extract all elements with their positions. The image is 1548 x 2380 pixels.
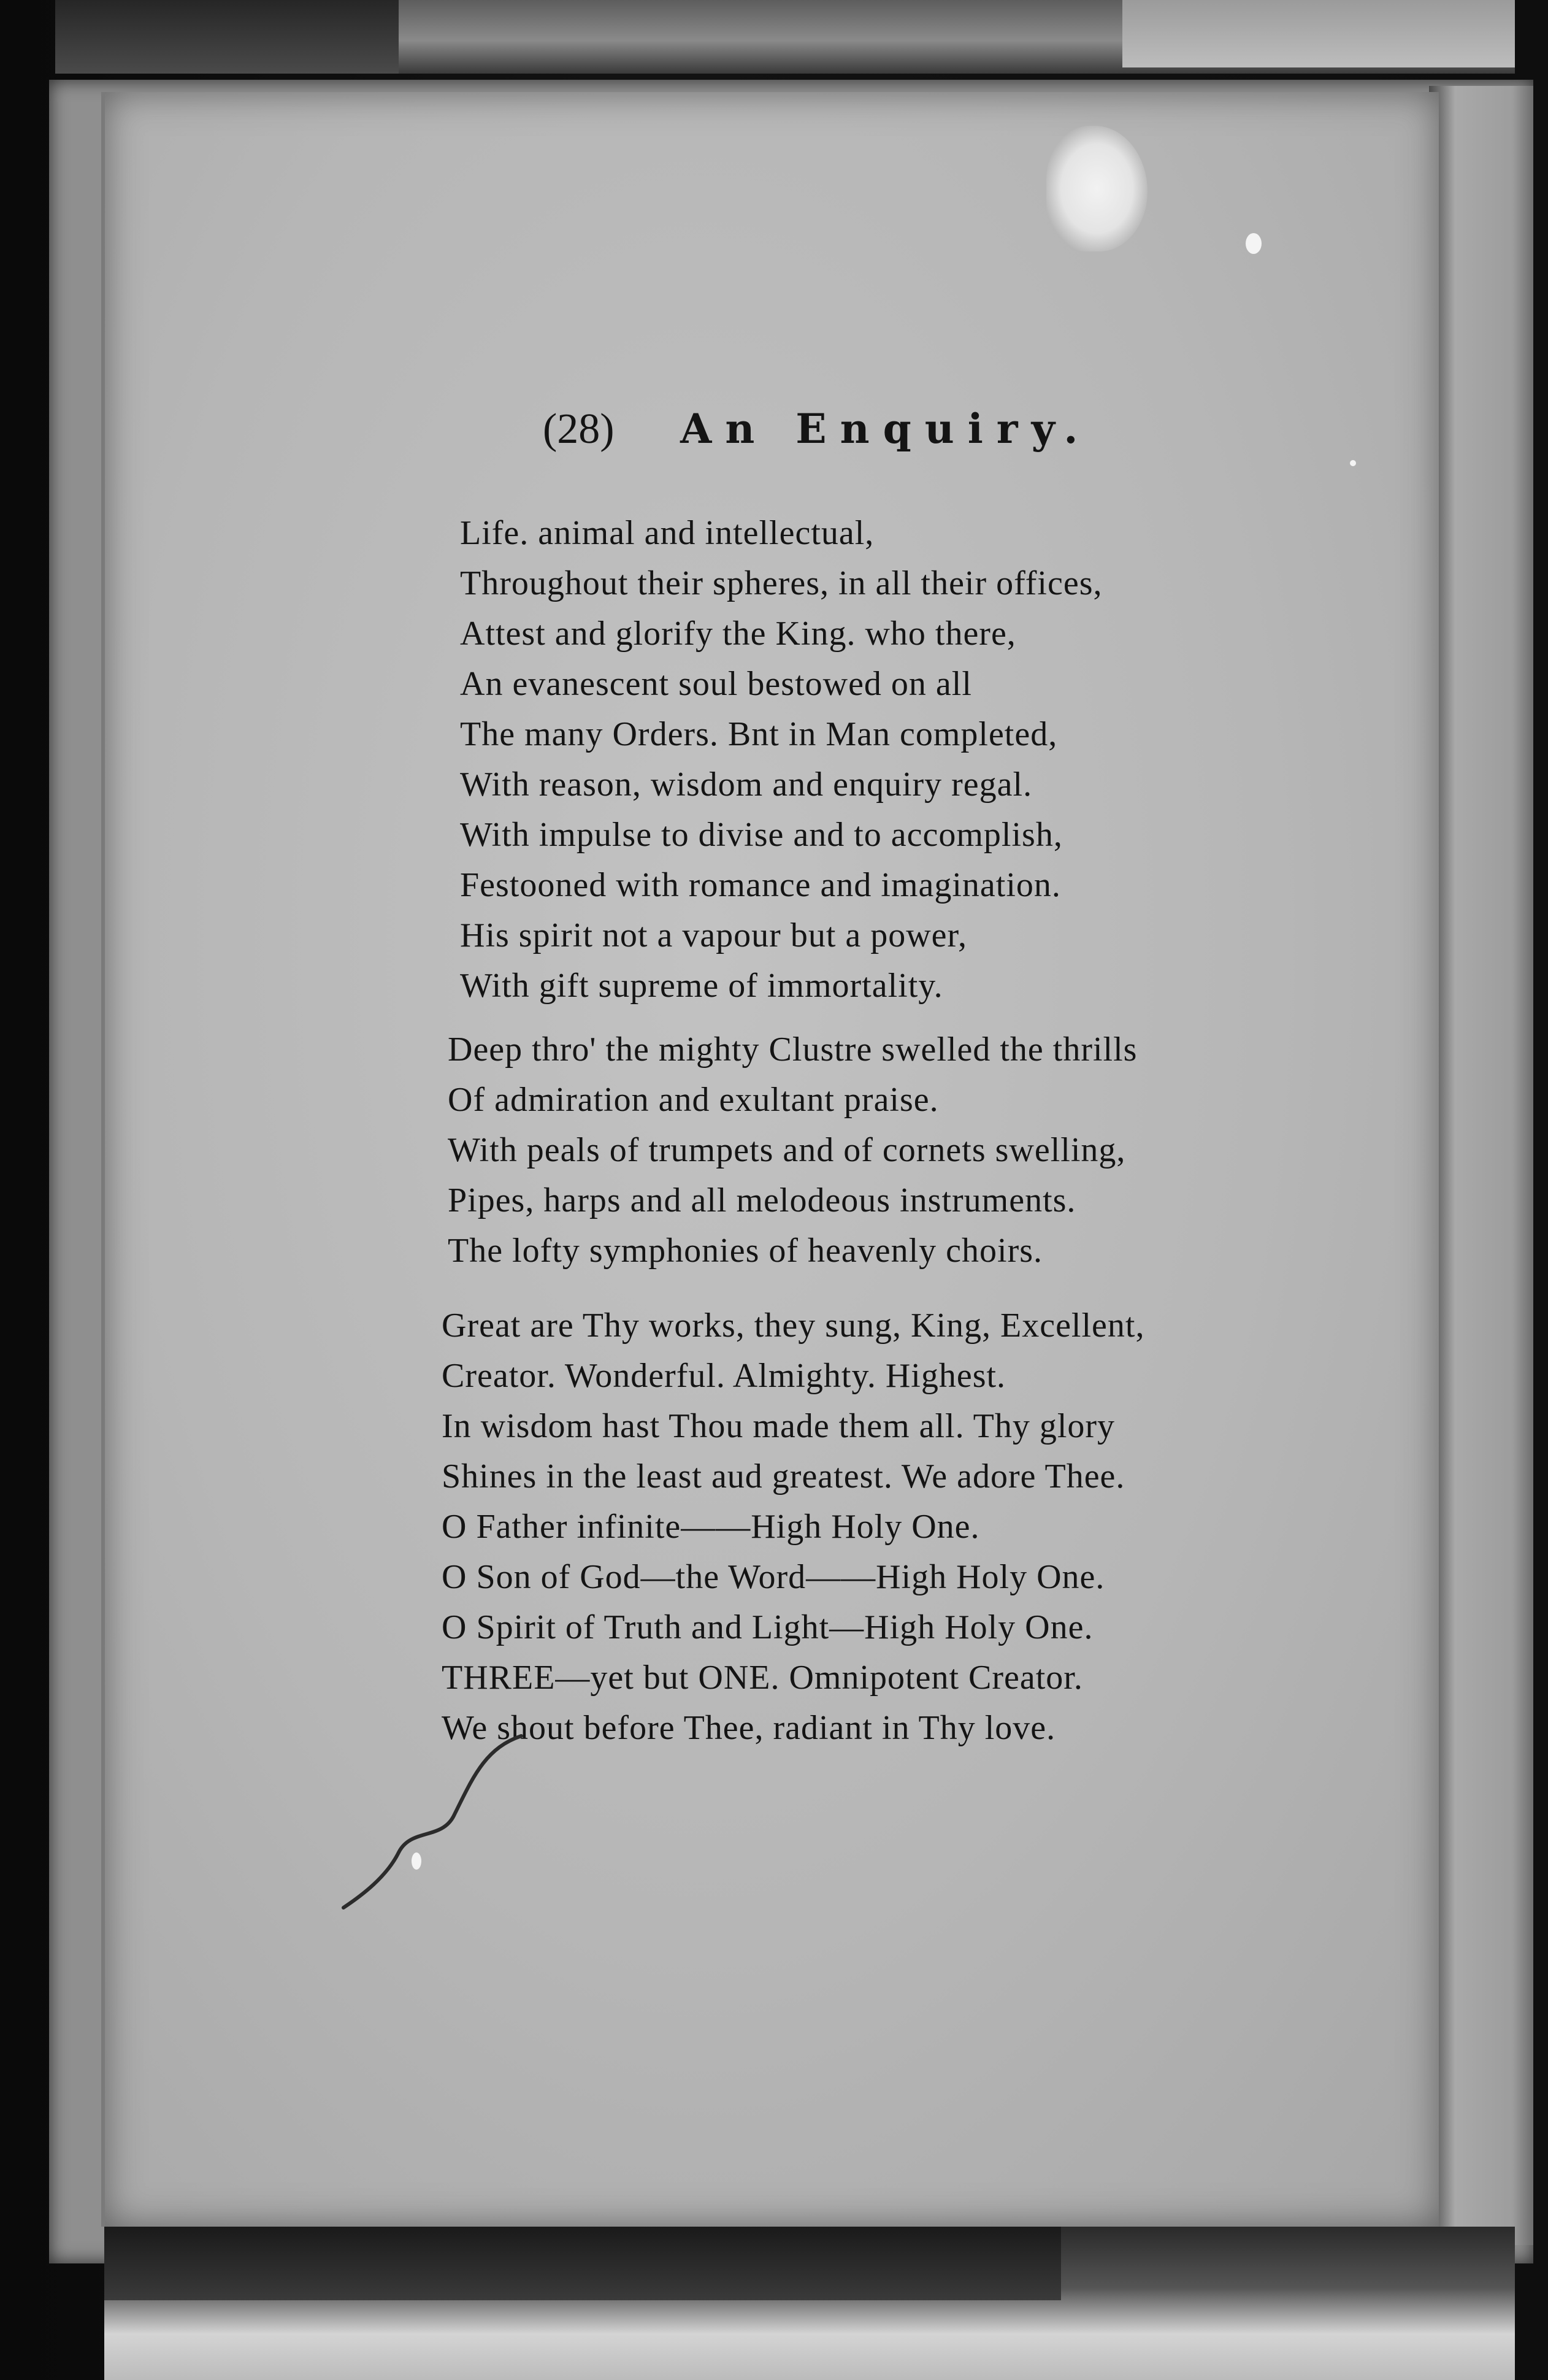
paper-speck xyxy=(1350,460,1356,466)
poem-line: We shout before Thee, radiant in Thy love. xyxy=(442,1709,1056,1747)
poem-line: Of admiration and exultant praise. xyxy=(448,1081,939,1119)
poem-line: His spirit not a vapour but a power, xyxy=(460,916,967,954)
poem-line: Great are Thy works, they sung, King, Excellent, xyxy=(442,1307,1145,1345)
poem-line: Deep thro' the mighty Clustre swelled the thrills xyxy=(448,1031,1138,1069)
poem-line: Creator. Wonderful. Almighty. Highest. xyxy=(442,1357,1006,1395)
paper-damage-spot xyxy=(1046,126,1148,251)
poem-line: Pipes, harps and all melodeous instruments. xyxy=(448,1181,1076,1219)
stanza-1 xyxy=(460,508,1102,1011)
poem-line: The lofty symphonies of heavenly choirs. xyxy=(448,1232,1043,1270)
poem-line: The many Orders. Bnt in Man completed, xyxy=(460,715,1058,753)
poem-line: With gift supreme of immortality. xyxy=(460,967,943,1005)
poem-line: Throughout their spheres, in all their offices, xyxy=(460,564,1103,602)
stanza-3 xyxy=(442,1300,1144,1753)
pen-stroke-mark xyxy=(331,1724,534,1914)
poem-line: O Father infinite——High Holy One. xyxy=(442,1508,980,1546)
poem-line: O Spirit of Truth and Light—High Holy One. xyxy=(442,1608,1094,1646)
stanza-2 xyxy=(448,1024,1137,1276)
poem-line: THREE—yet but ONE. Omnipotent Creator. xyxy=(442,1659,1083,1697)
poem-line: Shines in the least aud greatest. We adore Thee. xyxy=(442,1457,1125,1495)
poem-line: Festooned with romance and imagination. xyxy=(460,866,1061,904)
bottom-binding-shadow xyxy=(104,2227,1061,2300)
adjacent-page-edge xyxy=(1429,86,1533,2245)
poem-line: Life. animal and intellectual, xyxy=(460,514,875,552)
poem-line: In wisdom hast Thou made them all. Thy glory xyxy=(442,1407,1116,1445)
poem-line: With impulse to divise and to accomplish, xyxy=(460,816,1063,854)
poem-line: With reason, wisdom and enquiry regal. xyxy=(460,766,1033,804)
top-previous-leaf xyxy=(1122,0,1515,67)
poem-title: An Enquiry. xyxy=(680,405,1092,453)
top-binding-shadow xyxy=(55,0,399,74)
page-header xyxy=(543,405,1091,454)
paper-speck xyxy=(1246,233,1262,254)
poem-line: With peals of trumpets and of cornets swelling, xyxy=(448,1131,1126,1169)
poem-line: An evanescent soul bestowed on all xyxy=(460,665,972,703)
page-number: (28) xyxy=(543,405,615,453)
poem-line: O Son of God—the Word——High Holy One. xyxy=(442,1558,1105,1596)
poem-line: Attest and glorify the King. who there, xyxy=(460,615,1016,653)
